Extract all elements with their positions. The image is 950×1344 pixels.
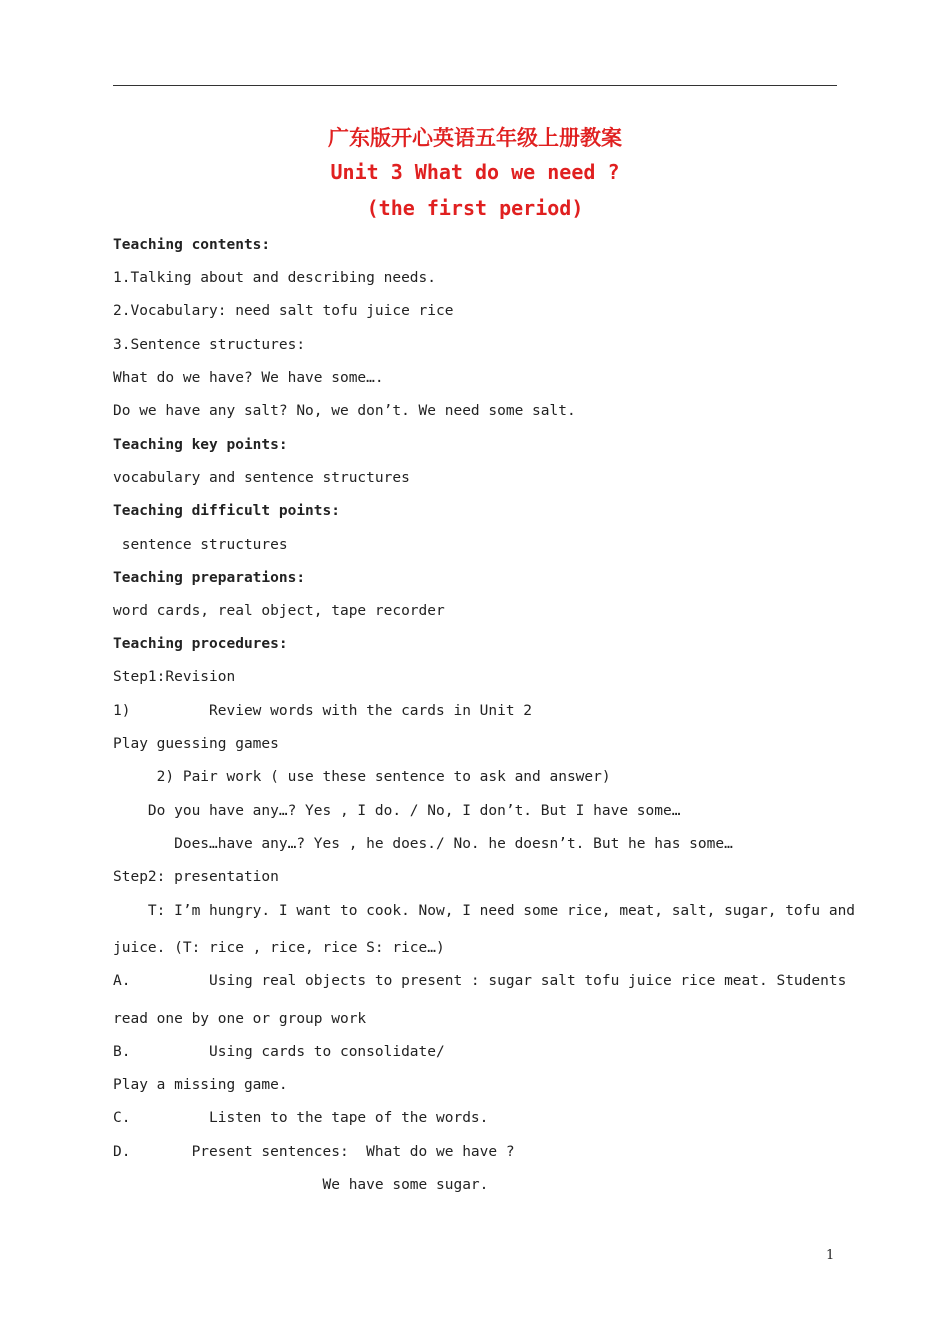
text-line: C. Listen to the tape of the words. (113, 1110, 489, 1126)
section-heading-contents: Teaching contents: (113, 237, 271, 253)
header-rule (113, 85, 837, 86)
section-heading-preparations: Teaching preparations: (113, 570, 306, 586)
text-line: We have some sugar. (113, 1177, 489, 1193)
text-line: 1.Talking about and describing needs. (113, 270, 437, 286)
document-title-unit: Unit 3 What do we need ? (330, 160, 620, 184)
text-line: B. Using cards to consolidate/ (113, 1044, 445, 1060)
section-heading-difficult-points: Teaching difficult points: (113, 503, 340, 519)
text-line: 1) Review words with the cards in Unit 2 (113, 703, 533, 719)
text-line: What do we have? We have some…. (113, 370, 384, 386)
text-line: Step1:Revision (113, 669, 236, 685)
text-line: T: I’m hungry. I want to cook. Now, I need some rice, meat, salt, sugar, tofu and (113, 903, 856, 919)
text-line: 2.Vocabulary: need salt tofu juice rice (113, 303, 454, 319)
text-line: juice. (T: rice , rice, rice S: rice…) (113, 940, 445, 956)
text-line: Do we have any salt? No, we don’t. We need some salt. (113, 403, 576, 419)
text-line: vocabulary and sentence structures (113, 470, 410, 486)
page-number: 1 (826, 1248, 835, 1263)
text-line: A. Using real objects to present : sugar salt tofu juice rice meat. Students (113, 973, 847, 989)
text-line: 3.Sentence structures: (113, 337, 306, 353)
section-heading-key-points: Teaching key points: (113, 437, 288, 453)
text-line: Play guessing games (113, 736, 279, 752)
text-line: Do you have any…? Yes , I do. / No, I don’t. But I have some… (113, 803, 681, 819)
section-heading-procedures: Teaching procedures: (113, 636, 288, 652)
text-line: Does…have any…? Yes , he does./ No. he doesn’t. But he has some… (113, 836, 733, 852)
text-line: 2) Pair work ( use these sentence to ask and answer) (113, 769, 611, 785)
text-line: D. Present sentences: What do we have ? (113, 1144, 515, 1160)
document-title-period: (the first period) (366, 196, 584, 220)
text-line: read one by one or group work (113, 1011, 367, 1027)
text-line: word cards, real object, tape recorder (113, 603, 445, 619)
text-line: Play a missing game. (113, 1077, 288, 1093)
document-title-chinese: 广东版开心英语五年级上册教案 (328, 126, 622, 150)
text-line: sentence structures (113, 537, 288, 553)
text-line: Step2: presentation (113, 869, 279, 885)
